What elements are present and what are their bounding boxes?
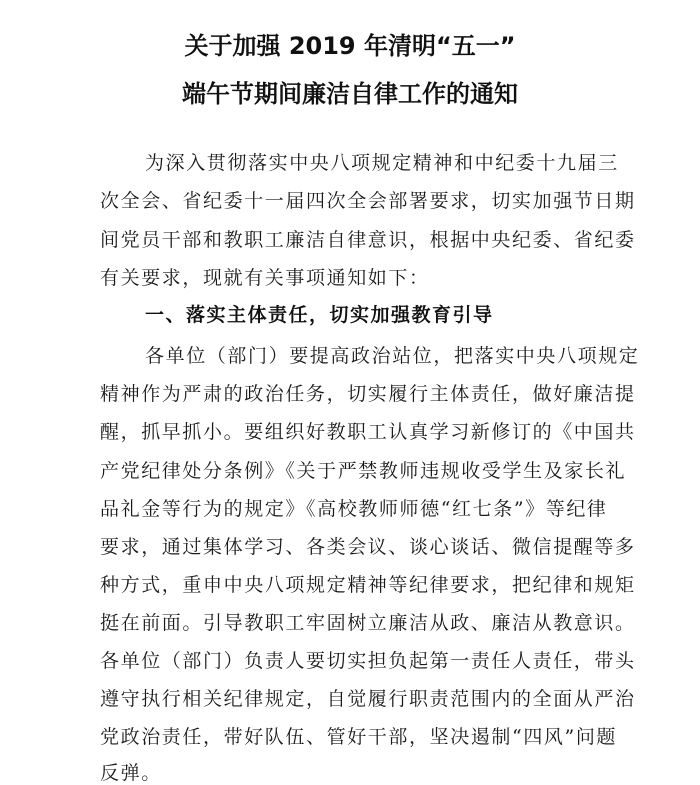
intro-line: 有关要求，现就有关事项通知如下： <box>100 267 430 289</box>
intro-line: 间党员干部和教职工廉洁自律意识，根据中央纪委、省纪委 <box>100 229 636 251</box>
document-title-line-1: 关于加强 2019 年清明“五一” <box>184 32 516 60</box>
section-heading-1: 一、落实主体责任，切实加强教育引导 <box>145 304 494 326</box>
body-line: 醒，抓早抓小。要组织好教职工认真学习新修订的《中国共 <box>100 421 636 443</box>
body-line: 各单位（部门）要提高政治站位，把落实中央八项规定 <box>145 345 640 367</box>
body-line: 产党纪律处分条例》《关于严禁教师违规收受学生及家长礼 <box>100 460 627 482</box>
intro-line: 次全会、省纪委十一届四次全会部署要求，切实加强节日期 <box>100 190 636 212</box>
body-line: 品礼金等行为的规定》《高校教师师德“红七条”》等纪律 <box>100 498 608 520</box>
body-line: 党政治责任，带好队伍、管好干部，坚决遏制“四风”问题 <box>100 726 618 748</box>
body-line: 各单位（部门）负责人要切实担负起第一责任人责任，带头 <box>100 650 636 672</box>
body-line: 挺在前面。引导教职工牢固树立廉洁从政、廉洁从教意识。 <box>100 612 636 634</box>
body-line: 遵守执行相关纪律规定，自觉履行职责范围内的全面从严治 <box>100 688 636 710</box>
document-title-line-2: 端午节期间廉洁自律工作的通知 <box>182 80 518 108</box>
body-line: 要求，通过集体学习、各类会议、谈心谈话、微信提醒等多 <box>100 536 636 558</box>
body-line: 种方式，重申中央八项规定精神等纪律要求，把纪律和规矩 <box>100 574 636 596</box>
body-line: 精神作为严肃的政治任务，切实履行主体责任，做好廉洁提 <box>100 383 636 405</box>
body-line: 反弹。 <box>100 762 162 784</box>
intro-line: 为深入贯彻落实中央八项规定精神和中纪委十九届三 <box>145 152 619 174</box>
